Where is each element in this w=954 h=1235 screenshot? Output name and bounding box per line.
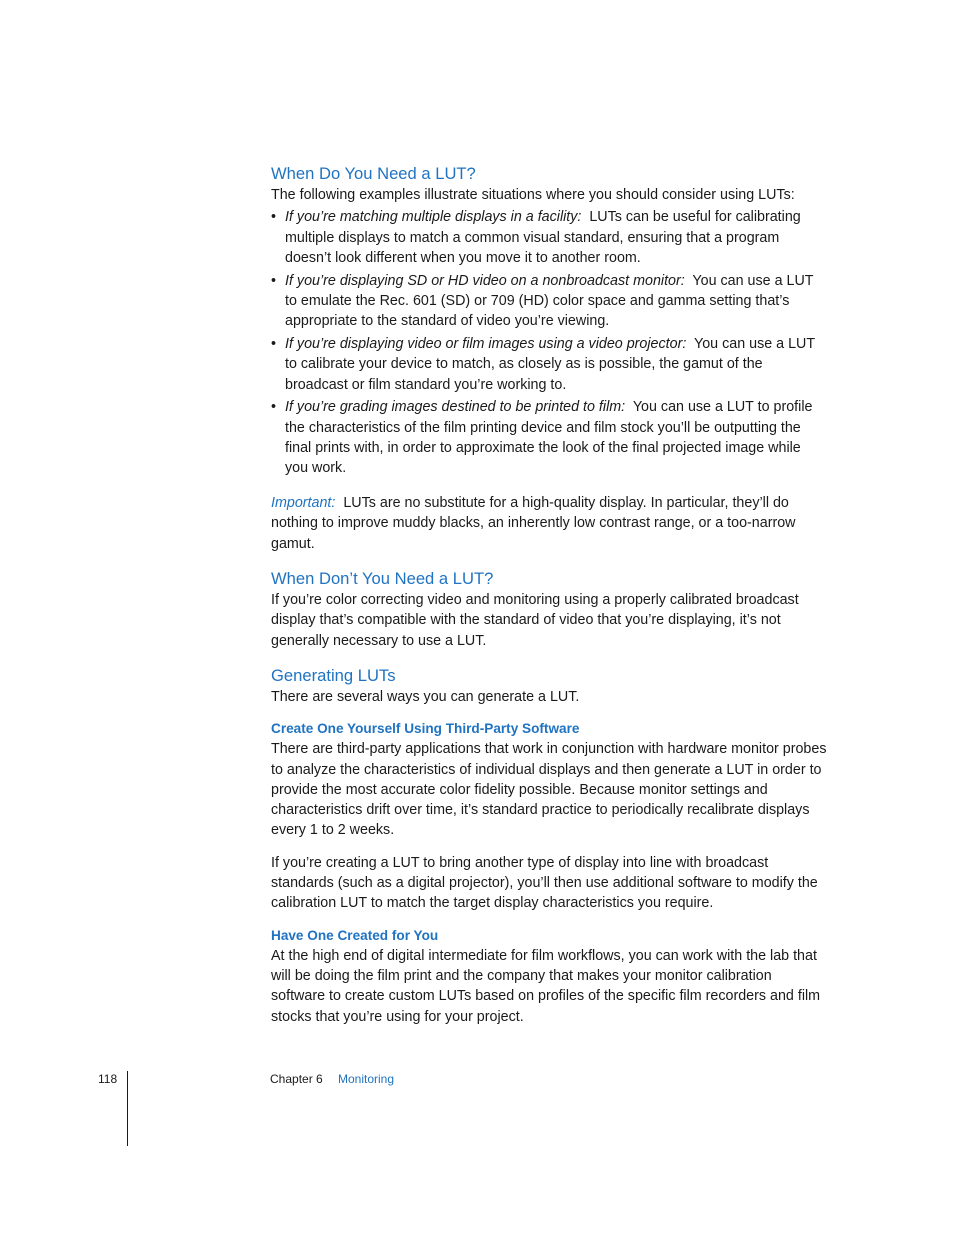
subsection-heading-create-yourself: Create One Yourself Using Third-Party Software (271, 721, 580, 737)
paragraph: There are third-party applications that work in conjunction with hardware monitor probes to analyze the characteristics of individual displays and then generate a LUT in order to provide the most accurate color fidelity possible. Because monitor settings and characteristics drift over time, it’s standard practice to periodically recalibrate displays every 1 to 2 weeks. (271, 741, 827, 839)
paragraph: At the high end of digital intermediate for film workflows, you can work with the lab that will be doing the film print and the company that makes your monitor calibration software to create custom LUTs based on profiles of the specific film recorders and film stocks that you’re using for your project. (271, 947, 821, 1025)
footer-chapter: Chapter 6 (270, 1072, 323, 1086)
list-item (271, 271, 827, 332)
bullet-text: You can use a LUT to emulate the Rec. 601 (SD) or 709 (HD) color space and gamma setting that’s appropriate to the standard of video you’re viewing. (285, 272, 814, 330)
bullet-text: LUTs can be useful for calibrating multiple displays to match a common visual standard, ensuring that a program doesn’t look different when you move it to another room. (285, 209, 801, 266)
section-heading-generating-luts: Generating LUTs (271, 665, 396, 685)
subsection-heading-created-for-you: Have One Created for You (271, 927, 439, 943)
section-heading-when-dont-need-lut: When Don’t You Need a LUT? (271, 569, 494, 589)
section-body: If you’re color correcting video and monitoring using a properly calibrated broadcast display that’s compatible with the standard of video that you’re displaying, it’s not generally necessary to use a LUT. (271, 592, 799, 649)
important-note (271, 493, 827, 554)
page-content (271, 163, 827, 1027)
important-text: LUTs are no substitute for a high-quality display. In particular, they’ll do nothing to improve muddy blacks, an inherently low contrast range, or a too-narrow gamut. (271, 495, 796, 552)
footer-chapter-title: Monitoring (338, 1072, 395, 1086)
bullet-lead: If you’re matching multiple displays in a facility: (285, 209, 582, 226)
bullet-lead: If you’re grading images destined to be printed to film: (285, 399, 626, 416)
list-item (271, 334, 827, 395)
bullet-list (271, 207, 827, 478)
list-item (271, 397, 827, 478)
list-item (271, 207, 827, 268)
bullet-lead: If you’re displaying video or film images using a video projector: (285, 336, 687, 353)
important-label: Important: (271, 495, 336, 512)
bullet-lead: If you’re displaying SD or HD video on a nonbroadcast monitor: (285, 272, 685, 289)
page-number: 118 (98, 1072, 118, 1086)
section-intro: There are several ways you can generate a LUT. (271, 688, 580, 705)
bullet-text: You can use a LUT to calibrate your device to match, as closely as is possible, the gamut of the broadcast or film standard you’re working to. (285, 336, 815, 393)
section-intro: The following examples illustrate situations where you should consider using LUTs: (271, 187, 795, 203)
bullet-text: You can use a LUT to profile the characteristics of the film printing device and film stock you’ll be outputting the final prints with, in order to approximate the look of the final projected image while you work. (285, 399, 813, 477)
footer-divider (127, 1071, 128, 1146)
section-heading-when-need-lut: When Do You Need a LUT? (271, 164, 476, 183)
paragraph: If you’re creating a LUT to bring another type of display into line with broadcast standards (such as a digital projector), you’ll then use additional software to modify the calibration LUT to match the target display characteristics you require. (271, 854, 818, 912)
